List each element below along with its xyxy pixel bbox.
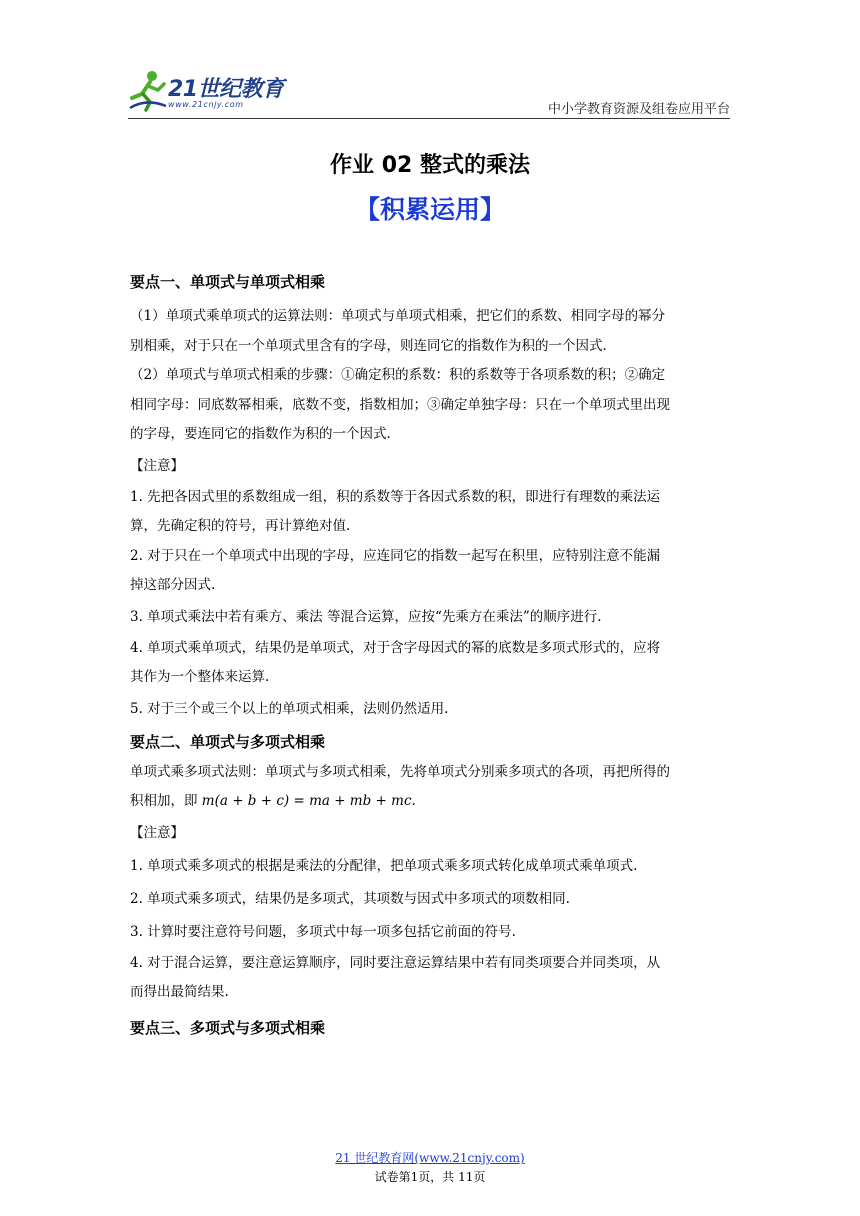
- text-line: 算，先确定积的符号，再计算绝对值.: [130, 518, 351, 534]
- page-subtitle: 【积累运用】: [354, 195, 505, 224]
- text-line: 而得出最简结果.: [130, 984, 229, 1000]
- text-line: 别相乘，对于只在一个单项式里含有的字母，则连同它的指数作为积的一个因式.: [130, 337, 607, 354]
- logo-text: 21世纪教育: [168, 77, 284, 102]
- logo-url: www.21cnjy.com: [168, 100, 244, 109]
- note-item-5: 5. 对于三个或三个以上的单项式相乘，法则仍然适用.: [130, 700, 449, 717]
- footer-link[interactable]: 21 世纪教育网(www.21cnjy.com): [335, 1151, 525, 1165]
- note-item-1: 1. 单项式乘多项式的根据是乘法的分配律，把单项式乘多项式转化成单项式乘单项式.: [130, 857, 638, 874]
- document-body: [130, 266, 730, 1044]
- header-divider: [128, 118, 730, 119]
- section-heading-3: 要点三、多项式与多项式相乘: [130, 1018, 326, 1037]
- platform-name: 中小学教育资源及组卷应用平台: [547, 102, 730, 117]
- text-line: 的字母，要连同它的指数作为积的一个因式.: [130, 426, 391, 442]
- section-heading-2: 要点二、单项式与多项式相乘: [130, 732, 326, 751]
- note-item-2: [130, 542, 730, 601]
- page-footer: [0, 1149, 860, 1185]
- note-item-3: 3. 单项式乘法中若有乘方、乘法 等混合运算，应按“先乘方在乘法”的顺序进行.: [130, 608, 602, 625]
- note-label: 【注意】: [130, 824, 184, 841]
- text-line: 单项式乘多项式法则：单项式与多项式相乘，先将单项式分别乘多项式的各项，再把所得的: [130, 763, 670, 780]
- note-item-4: [130, 949, 730, 1008]
- text-line: [130, 787, 730, 817]
- text-fragment: 积相加，即: [130, 793, 202, 809]
- text-line: 1. 先把各因式里的系数组成一组，积的系数等于各因式系数的积，即进行有理数的乘法运: [130, 488, 661, 505]
- text-line: （2）单项式与单项式相乘的步骤：①确定积的系数：积的系数等于各项系数的积；②确定: [130, 367, 666, 383]
- rule-paragraph-1: [130, 302, 730, 361]
- note-label: 【注意】: [130, 457, 184, 474]
- text-line: 4. 对于混合运算，要注意运算顺序，同时要注意运算结果中若有同类项要合并同类项，从: [130, 954, 661, 971]
- text-line: 其作为一个整体来运算.: [130, 669, 270, 685]
- rule-paragraph-2: [130, 361, 730, 450]
- text-line: （1）单项式乘单项式的运算法则：单项式与单项式相乘，把它们的系数、相同字母的幂分: [130, 308, 666, 324]
- runner-logo-icon: [128, 68, 168, 114]
- rule-paragraph-3: [130, 758, 730, 817]
- text-line: 4. 单项式乘单项式，结果仍是单项式，对于含字母因式的幂的底数是多项式形式的，应将: [130, 639, 661, 656]
- logo: [128, 66, 288, 116]
- text-line: 掉这部分因式.: [130, 577, 216, 593]
- text-line: 相同字母：同底数幂相乘，底数不变，指数相加；③确定单独字母：只在一个单项式里出现: [130, 396, 670, 413]
- note-item-4: [130, 634, 730, 693]
- formula: m(a + b + c) = ma + mb + mc.: [201, 793, 416, 809]
- section-heading-1: 要点一、单项式与单项式相乘: [130, 273, 326, 291]
- note-item-1: [130, 483, 730, 542]
- page-header: [128, 66, 730, 120]
- note-item-3: 3. 计算时要注意符号问题，多项式中每一项多包括它前面的符号.: [130, 923, 516, 940]
- text-line: 2. 对于只在一个单项式中出现的字母，应连同它的指数一起写在积里，应特别注意不能漏: [130, 547, 661, 564]
- page-title: 作业 02 整式的乘法: [330, 153, 530, 178]
- note-item-2: 2. 单项式乘多项式，结果仍是多项式，其项数与因式中多项式的项数相同.: [130, 890, 570, 907]
- page-number: 试卷第1页，共 11页: [374, 1170, 486, 1184]
